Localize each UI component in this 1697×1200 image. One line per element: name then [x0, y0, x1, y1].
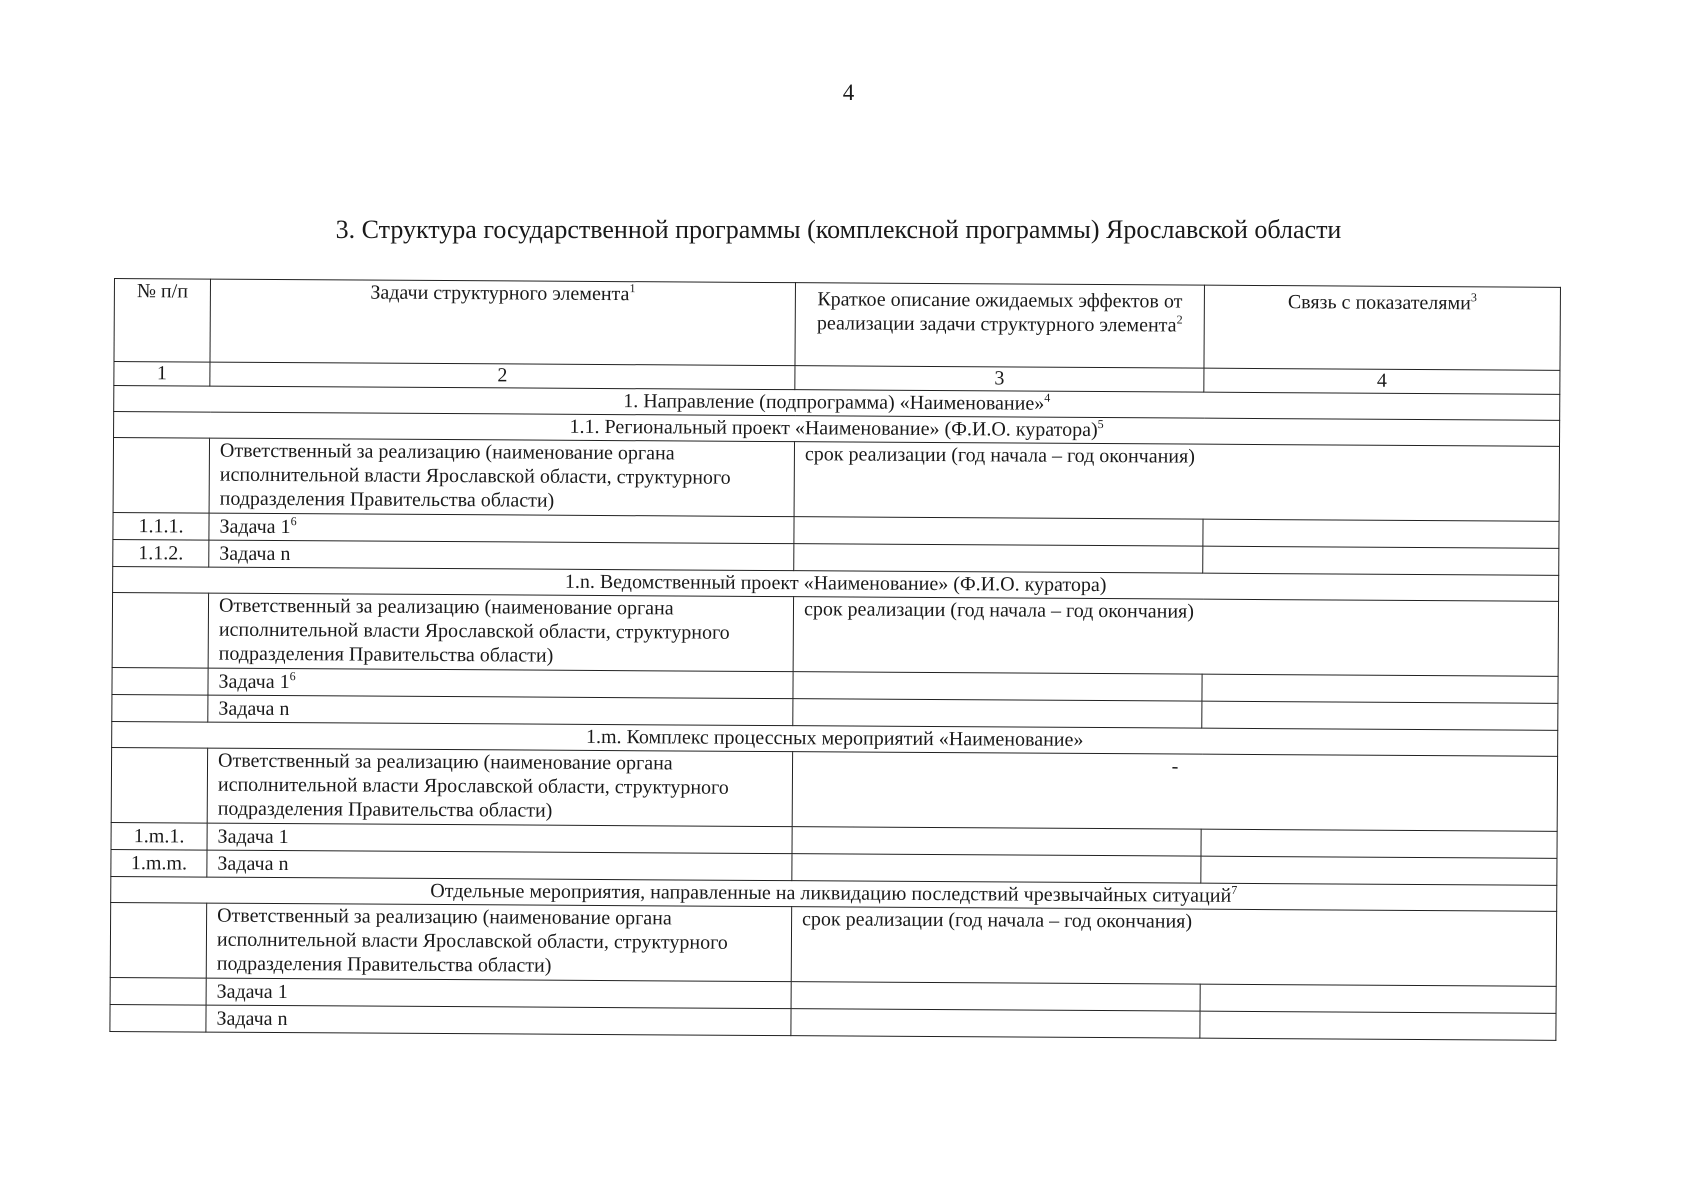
header-effects-text: Краткое описание ожидаемых эффектов от реализации задачи структурного элемента: [816, 288, 1183, 337]
header-tasks-text: Задачи структурного элемента: [370, 281, 630, 306]
task-number: 1.m.1.: [111, 822, 207, 850]
header-row: [114, 279, 1560, 371]
direction-text: 1. Направление (подпрограмма) «Наименование»: [623, 390, 1045, 415]
task-name: Задача n: [206, 1005, 791, 1036]
task-name: Задача n: [218, 697, 290, 721]
header-indicators-text: Связь с показателями: [1287, 291, 1471, 315]
indicators-cell: [1203, 546, 1559, 575]
effects-cell: [794, 544, 1203, 573]
task-number: 1.1.2.: [113, 539, 209, 567]
implementation-term: -: [792, 752, 1557, 832]
effects-cell: [793, 699, 1202, 728]
task-cell: [209, 513, 794, 544]
responsible-row: [111, 747, 1557, 831]
footnote-ref: 2: [1176, 312, 1183, 327]
responsible-text: Ответственный за реализацию (наименование органа исполнительной власти Ярославской области, структурного подразделения Правительства области): [208, 593, 793, 672]
empty-cell: [110, 902, 206, 978]
task-number: [112, 694, 208, 722]
implementation-term: срок реализации (год начала – год окончания): [794, 442, 1559, 522]
task-name: Задача n: [219, 542, 291, 566]
footnote-ref: 3: [1470, 290, 1477, 305]
indicators-cell: [1202, 674, 1558, 703]
column-number: 3: [795, 366, 1204, 392]
responsible-row: [112, 592, 1558, 676]
task-number: [112, 667, 208, 695]
footnote-ref: 7: [1231, 882, 1238, 897]
empty-cell: [113, 438, 209, 514]
process-complex-heading: 1.m. Комплекс процессных мероприятий «Наименование»: [112, 721, 1558, 756]
indicators-cell: [1203, 519, 1559, 548]
task-number: [110, 1004, 206, 1032]
task-cell: [208, 668, 793, 699]
effects-cell: [792, 854, 1201, 883]
task-cell: [208, 695, 793, 726]
effects-cell: [792, 827, 1201, 856]
indicators-cell: [1202, 701, 1558, 730]
task-name: Задача 1: [218, 670, 290, 694]
departmental-project-heading: 1.n. Ведомственный проект «Наименование» (Ф.И.О. куратора): [113, 566, 1559, 601]
footnote-ref: 1: [629, 281, 636, 296]
header-cell-tasks: [210, 279, 795, 366]
task-number: 1.m.m.: [111, 849, 207, 877]
column-number: 2: [210, 362, 795, 390]
header-cell-effects: [795, 283, 1204, 368]
effects-cell: [791, 982, 1200, 1011]
task-number: 1.1.1.: [113, 512, 209, 540]
effects-cell: [793, 672, 1202, 701]
task-name: Задача 1: [219, 515, 291, 539]
regional-project-text: 1.1. Региональный проект «Наименование» (Ф.И.О. куратора): [569, 415, 1098, 442]
indicators-cell: [1200, 984, 1556, 1013]
program-structure-table: [109, 278, 1561, 1041]
indicators-cell: [1200, 1011, 1556, 1040]
header-cell-number: [114, 279, 211, 363]
effects-cell: [794, 517, 1203, 546]
effects-cell: [791, 1009, 1200, 1038]
column-number: 4: [1204, 368, 1560, 394]
indicators-cell: [1201, 829, 1557, 858]
empty-cell: [111, 747, 207, 823]
responsible-text: Ответственный за реализацию (наименование органа исполнительной власти Ярославской области, структурного подразделения Правительства области): [206, 903, 791, 982]
implementation-term: срок реализации (год начала – год окончания): [791, 907, 1556, 987]
task-name: Задача 1: [207, 823, 792, 854]
footnote-ref: 4: [1044, 390, 1051, 405]
footnote-ref: 5: [1097, 417, 1104, 432]
section-title: 3. Структура государственной программы (комплексной программы) Ярославской области: [335, 215, 1342, 244]
task-cell: [209, 540, 794, 571]
responsible-text: Ответственный за реализацию (наименование органа исполнительной власти Ярославской области, структурного подразделения Правительства области): [207, 748, 792, 827]
emergency-measures-text: Отдельные мероприятия, направленные на ликвидацию последствий чрезвычайных ситуаций: [430, 879, 1232, 907]
task-name: Задача 1: [206, 978, 791, 1009]
column-number: 1: [114, 362, 210, 387]
responsible-row: [113, 438, 1559, 522]
implementation-term: срок реализации (год начала – год окончания): [793, 597, 1558, 677]
header-number-text: № п/п: [136, 280, 189, 303]
responsible-text: Ответственный за реализацию (наименование органа исполнительной власти Ярославской области, структурного подразделения Правительства области): [209, 438, 794, 517]
task-name: Задача n: [207, 850, 792, 881]
task-number: [110, 977, 206, 1005]
page-number: 4: [842, 80, 855, 105]
responsible-row: [110, 902, 1556, 986]
footnote-ref: 6: [290, 514, 297, 529]
footnote-ref: 6: [289, 669, 296, 684]
indicators-cell: [1201, 856, 1557, 885]
empty-cell: [112, 592, 208, 668]
header-cell-indicators: [1204, 285, 1561, 370]
